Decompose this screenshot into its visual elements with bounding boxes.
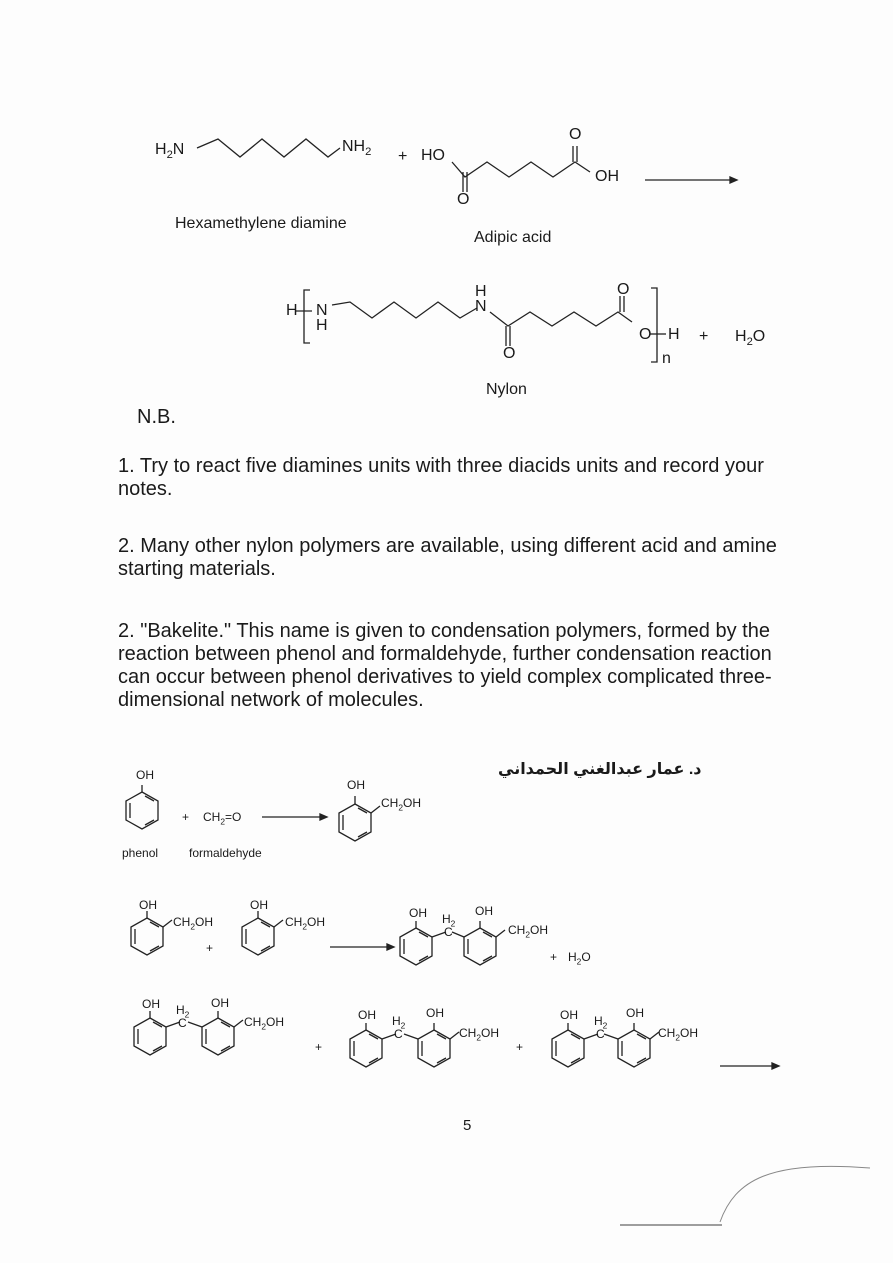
c-label: C	[178, 1016, 187, 1030]
oh-label: OH	[211, 996, 229, 1010]
poly-n-label: N	[316, 302, 328, 319]
polymer-bracket-left	[304, 290, 310, 343]
plus-sign: +	[398, 148, 408, 165]
water-label: $H_2O$	[568, 950, 591, 967]
ch2oh-label: $CH_2OH$	[459, 1026, 500, 1043]
page-number: 5	[463, 1117, 472, 1134]
h2-label: $H_2$	[594, 1014, 608, 1031]
benzene-ring-r2b	[242, 911, 283, 955]
poly-h-right: H	[668, 326, 680, 343]
plus-sign: +	[699, 328, 709, 345]
poly-o-top: O	[617, 281, 630, 298]
poly-o-bottom: O	[503, 345, 516, 362]
ch2oh-label: $CH_2OH$	[381, 796, 422, 813]
poly-ester-o: O	[639, 326, 652, 343]
formaldehyde-formula: $CH_2=O$	[203, 810, 242, 827]
oh-label: OH	[358, 1008, 376, 1022]
ch2oh-label: $CH_2OH$	[285, 915, 326, 932]
nylon-chain-1	[332, 302, 477, 318]
poly-n-mid: N	[475, 298, 487, 315]
h2-label: $H_2$	[392, 1014, 406, 1031]
ch2oh-label: $CH_2OH$	[508, 923, 549, 940]
ch2oh-label: $CH_2OH$	[658, 1026, 699, 1043]
oh-label: OH	[626, 1006, 644, 1020]
plus-sign: +	[182, 810, 190, 824]
h2-label: $H_2$	[442, 912, 456, 929]
plus-sign: +	[315, 1040, 323, 1054]
oh-label: OH	[139, 898, 157, 912]
acid-oh-label: OH	[595, 168, 619, 185]
acid-ho-label: HO	[421, 147, 445, 164]
benzene-ring-product	[339, 796, 380, 841]
benzene-ring-phenol	[126, 785, 158, 829]
oh-label: OH	[475, 904, 493, 918]
plus-sign: +	[550, 950, 558, 964]
h2-label: $H_2$	[176, 1003, 190, 1020]
poly-nh-h: H	[316, 317, 328, 334]
oh-label: OH	[347, 778, 365, 792]
plus-sign: +	[206, 941, 214, 955]
oh-label: OH	[426, 1006, 444, 1020]
nylon-name: Nylon	[486, 381, 527, 398]
diamine-name: Hexamethylene diamine	[175, 215, 347, 232]
poly-h-left: H	[286, 302, 298, 319]
water-label: $H_2O$	[735, 328, 766, 349]
adipic-chain	[452, 162, 590, 177]
c-label: C	[394, 1027, 403, 1041]
note-item-3: 2. "Bakelite." This name is given to condensation polymers, formed by the reaction between phenol and formaldehyde, further condensation reaction can occur between phenol derivatives to yield complex complicated three-dimensional network of molecules.	[118, 620, 772, 711]
diamine-chain	[197, 139, 340, 157]
note-item-2: 2. Many other nylon polymers are available, using different acid and amine starting materials.	[118, 535, 777, 580]
diamine-right-label: $NH_2$	[342, 138, 372, 159]
scan-artifact	[720, 1166, 870, 1222]
phenol-name: phenol	[122, 846, 159, 860]
ch2oh-label: $CH_2OH$	[244, 1015, 285, 1032]
poly-h-mid: H	[475, 283, 487, 300]
oh-label: OH	[250, 898, 268, 912]
acid-o-label: O	[569, 126, 582, 143]
benzene-ring-r2a	[131, 911, 172, 955]
acid-name: Adipic acid	[474, 229, 552, 246]
formaldehyde-name: formaldehyde	[189, 846, 262, 860]
polymer-bracket-right	[651, 288, 657, 362]
plus-sign: +	[516, 1040, 524, 1054]
author-signature: د. عمار عبدالغني الحمداني	[498, 761, 702, 778]
notes-heading: N.B.	[137, 406, 176, 428]
ch2oh-label: $CH_2OH$	[173, 915, 214, 932]
oh-label: OH	[409, 906, 427, 920]
c-label: C	[596, 1027, 605, 1041]
diamine-left-label: $H_2N$	[155, 141, 185, 162]
note-item-1: 1. Try to react five diamines units with three diacids units and record your notes.	[118, 455, 764, 500]
oh-label: OH	[136, 768, 154, 782]
poly-n-subscript: n	[662, 350, 671, 367]
oh-label: OH	[560, 1008, 578, 1022]
acid-o-label: O	[457, 191, 470, 208]
nylon-chain-2	[490, 312, 632, 326]
oh-label: OH	[142, 997, 160, 1011]
c-label: C	[444, 925, 453, 939]
